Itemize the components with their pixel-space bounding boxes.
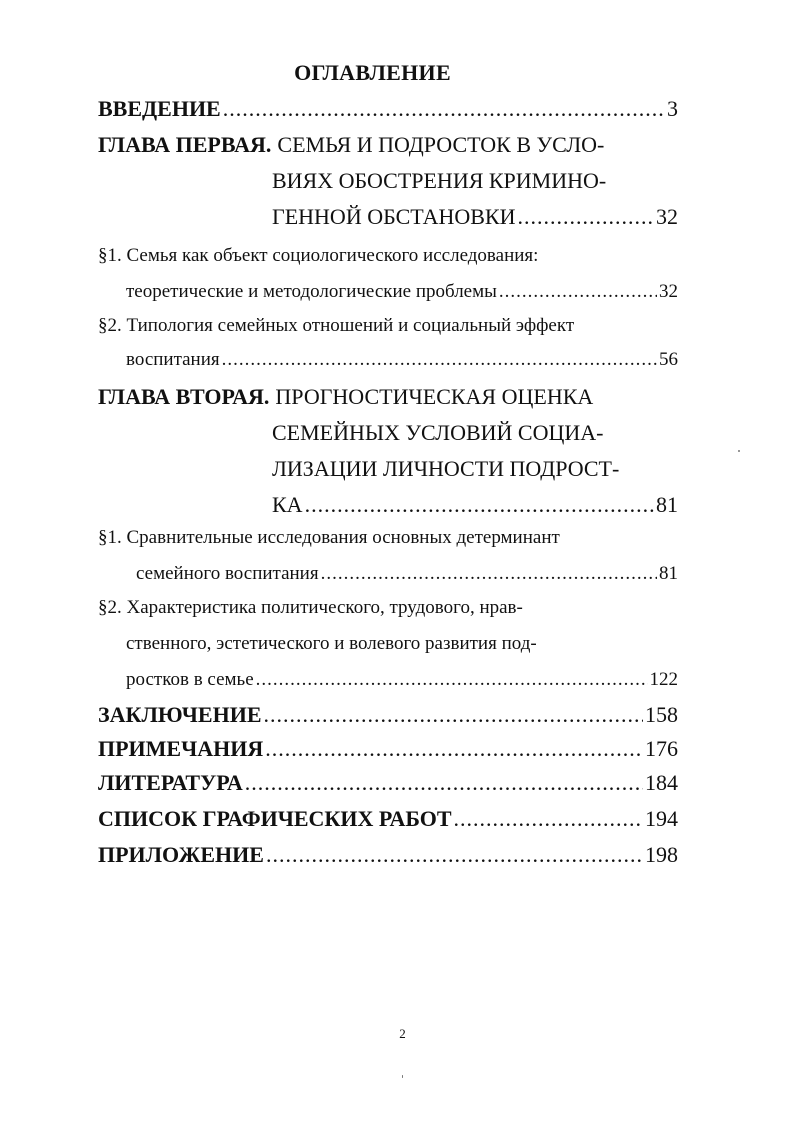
- section-title-line1: §2. Характеристика политического, трудового, нрав-: [98, 597, 523, 618]
- chapter2-heading-line4[interactable]: [272, 494, 678, 516]
- chapter1-title-line2: ВИЯХ ОБОСТРЕНИЯ КРИМИНО-: [272, 168, 607, 193]
- chapter1-prefix: ГЛАВА ПЕРВАЯ.: [98, 132, 272, 157]
- toc-entry-label: ПРИМЕЧАНИЯ: [98, 736, 264, 761]
- section-title-line1: §1. Сравнительные исследования основных детерминант: [98, 527, 560, 548]
- toc-page-number: 81: [656, 492, 678, 517]
- ch2-section2-line1[interactable]: [98, 598, 523, 617]
- toc-entry-label: ЛИТЕРАТУРА: [98, 770, 243, 795]
- chapter1-title-line1: СЕМЬЯ И ПОДРОСТОК В УСЛО-: [277, 132, 605, 157]
- ch1-section1-line1[interactable]: [98, 246, 538, 265]
- toc-entry-label: ВВЕДЕНИЕ: [98, 96, 221, 121]
- toc-page-number: 198: [645, 842, 678, 867]
- chapter2-title-line1: ПРОГНОСТИЧЕСКАЯ ОЦЕНКА: [275, 384, 594, 409]
- leader-dots: [305, 494, 654, 516]
- ch1-section2-line2[interactable]: [126, 350, 678, 369]
- chapter1-heading-line1[interactable]: [98, 134, 604, 156]
- toc-entry-intro[interactable]: [98, 98, 678, 120]
- chapter2-heading-line2: [272, 422, 603, 444]
- leader-dots: [223, 98, 665, 120]
- section-title-line2: теоретические и методологические проблемы: [126, 281, 497, 302]
- scan-speck: [738, 450, 740, 452]
- leader-dots: [265, 738, 643, 760]
- ch1-section2-line1[interactable]: [98, 316, 574, 335]
- toc-page-number: 32: [656, 204, 678, 229]
- toc-page-number: 3: [667, 96, 678, 121]
- section-title-line3: ростков в семье: [126, 669, 254, 690]
- toc-entry-appendix[interactable]: [98, 844, 678, 866]
- toc-entry-notes[interactable]: [98, 738, 678, 760]
- toc-entry-label: ПРИЛОЖЕНИЕ: [98, 842, 264, 867]
- ch2-section2-line3[interactable]: [126, 670, 678, 689]
- leader-dots: [518, 206, 655, 228]
- toc-page-number: 158: [645, 702, 678, 727]
- ch2-section2-line2[interactable]: [126, 634, 537, 653]
- section-title-line1: §1. Семья как объект социологического исследования:: [98, 245, 539, 266]
- toc-page-number: 122: [649, 669, 678, 690]
- section-title-line1: §2. Типология семейных отношений и социальный эффект: [98, 315, 575, 336]
- toc-entry-label: СПИСОК ГРАФИЧЕСКИХ РАБОТ: [98, 806, 452, 831]
- toc-page-number: 194: [645, 806, 678, 831]
- toc-page-number: 81: [659, 563, 678, 584]
- toc-title: ОГЛАВЛЕНИЕ: [294, 60, 451, 85]
- chapter2-prefix: ГЛАВА ВТОРАЯ.: [98, 384, 270, 409]
- chapter1-title-line3: ГЕННОЙ ОБСТАНОВКИ: [272, 204, 516, 229]
- chapter1-heading-line2: [272, 170, 606, 192]
- leader-dots: [266, 844, 643, 866]
- toc-entry-conclusion[interactable]: [98, 704, 678, 726]
- toc-entry-graphics[interactable]: [98, 808, 678, 830]
- toc-page-number: 56: [659, 349, 678, 370]
- leader-dots: [454, 808, 643, 830]
- toc-page-number: 176: [645, 736, 678, 761]
- ch2-section1-line2[interactable]: [136, 564, 678, 583]
- leader-dots: [321, 564, 657, 583]
- section-title-line2: ственного, эстетического и волевого развития под-: [126, 633, 537, 654]
- chapter2-title-line2: СЕМЕЙНЫХ УСЛОВИЙ СОЦИА-: [272, 420, 604, 445]
- chapter1-heading-line3[interactable]: [272, 206, 678, 228]
- section-title-line2: семейного воспитания: [136, 563, 319, 584]
- toc-page-number: 32: [659, 281, 678, 302]
- chapter2-title-line3: ЛИЗАЦИИ ЛИЧНОСТИ ПОДРОСТ-: [272, 456, 620, 481]
- leader-dots: [245, 772, 643, 794]
- ch1-section1-line2[interactable]: [126, 282, 678, 301]
- chapter2-title-line4: КА: [272, 492, 303, 517]
- page-number: 2: [399, 1026, 406, 1041]
- section-title-line2: воспитания: [126, 349, 220, 370]
- toc-entry-literature[interactable]: [98, 772, 678, 794]
- ch2-section1-line1[interactable]: [98, 528, 560, 547]
- chapter2-heading-line1[interactable]: [98, 386, 593, 408]
- chapter2-heading-line3: [272, 458, 619, 480]
- toc-entry-label: ЗАКЛЮЧЕНИЕ: [98, 702, 262, 727]
- leader-dots: [499, 282, 657, 301]
- toc-page-number: 184: [645, 770, 678, 795]
- leader-dots: [264, 704, 644, 726]
- leader-dots: [222, 350, 657, 369]
- scan-speck: [402, 1075, 403, 1078]
- leader-dots: [256, 670, 648, 689]
